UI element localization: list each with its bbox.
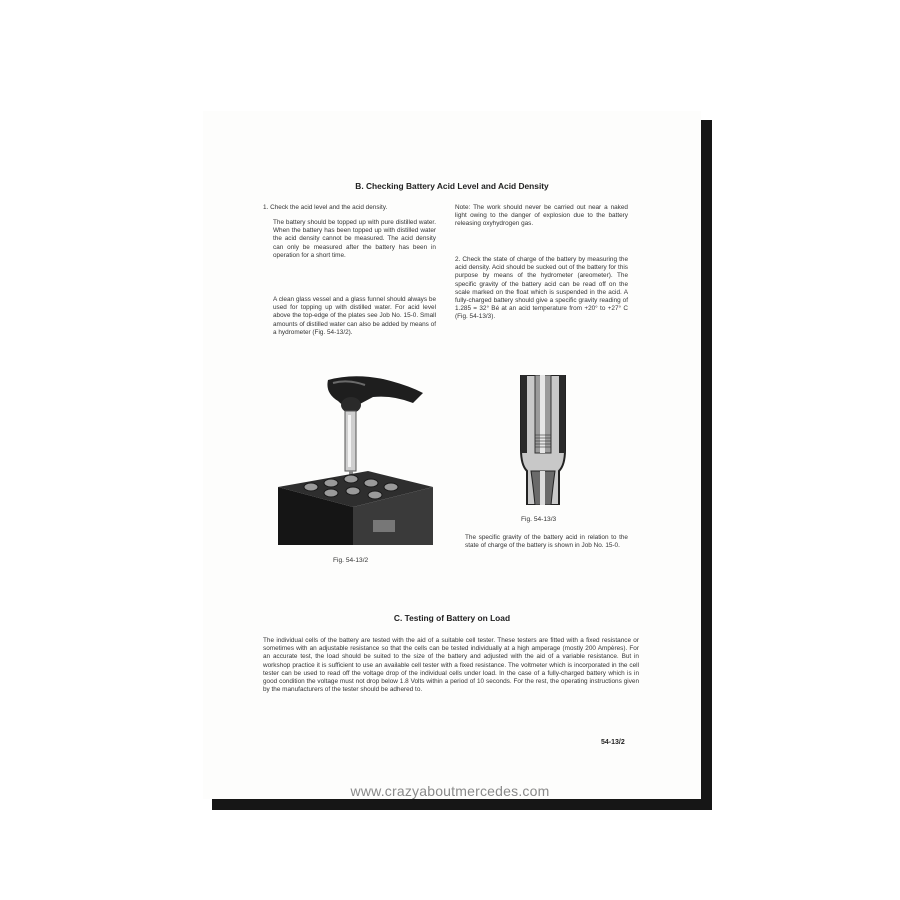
hydrometer-float-photo — [513, 375, 573, 505]
item-1-paragraph-1: The battery should be topped up with pure distilled water. When the battery has been topped up with distilled water the acid density cannot be measured. The acid density can only be measured after the battery has been in operation for a short time. — [273, 219, 436, 259]
note-paragraph: Note: The work should never be carried out near a naked light owing to the danger of explosion due to the battery releasing oxyhydrogen gas. — [455, 204, 628, 228]
fig-3-description: The specific gravity of the battery acid in relation to the state of charge of the battery is shown in Job No. 15-0. — [465, 534, 628, 550]
battery-hydrometer-photo — [273, 375, 438, 545]
watermark-url: www.crazyaboutmercedes.com — [350, 783, 550, 799]
fig-54-13-3-caption: Fig. 54-13/3 — [521, 516, 557, 523]
fig-54-13-2-caption: Fig. 54-13/2 — [333, 557, 369, 564]
section-b-title: B. Checking Battery Acid Level and Acid Density — [355, 181, 549, 191]
item-2-paragraph: 2. Check the state of charge of the battery by measuring the acid density. Acid should be sucked out of the battery for this purpose by means of the hydrometer (areometer). The specific gravity of the battery acid can be read off on the scale marked on the float which is suspended in the acid. A fully-charged battery should give a specific gravity reading of 1.285 = 32° Bé at an acid temperature from +20° to +27° C (Fig. 54-13/3). — [455, 256, 628, 321]
item-1-lead: 1. Check the acid level and the acid density. — [263, 204, 388, 211]
document-page — [203, 111, 701, 799]
item-1-paragraph-2: A clean glass vessel and a glass funnel should always be used for topping up with distilled water. For acid level above the top-edge of the plates see Job No. 15-0. Small amounts of distilled water can also be added by means of a hydrometer (Fig. 54-13/2). — [273, 296, 436, 336]
page-number: 54-13/2 — [601, 739, 625, 746]
section-c-title: C. Testing of Battery on Load — [393, 613, 511, 623]
section-c-body: The individual cells of the battery are tested with the aid of a suitable cell tester. These testers are fitted with a fixed resistance or sometimes with an adjustable resistance so that the cells can be tested individually at a high amperage (mostly 200 Ampères). For an accurate test, the load should be suited to the size of the battery and adjusted with the aid of a variable resistance. But in workshop practice it is sufficient to use an available cell tester with a fixed resistance. The voltmeter which is incorporated in the cell tester can be used to read off the voltage drop of the individual cells under load. In the case of a fully-charged battery which is in good condition the voltage must not drop below 1.8 Volts within a period of 10 seconds. For the rest, the operating instructions given by the manufacturers of the tester should be adhered to. — [263, 637, 639, 694]
